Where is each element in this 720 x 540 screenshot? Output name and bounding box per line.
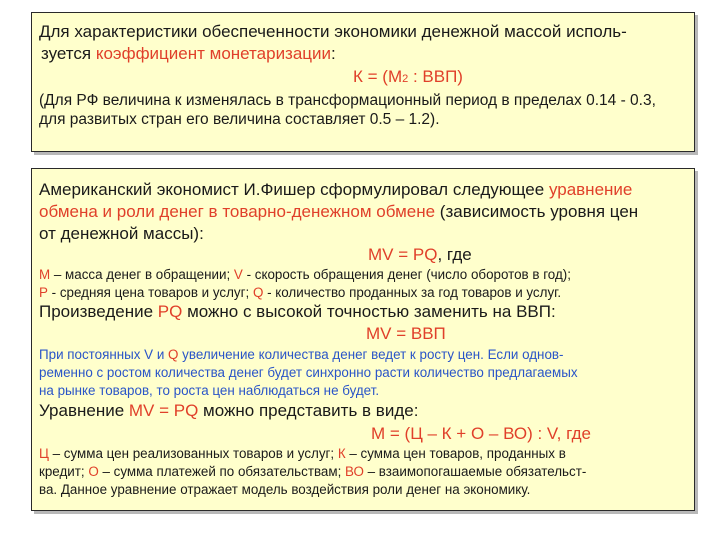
equation-part: РQ (412, 245, 438, 264)
text: – взаимопогашаемые обязательст- (363, 464, 587, 479)
monetization-coefficient-box (31, 12, 695, 152)
text: (Для РФ величина к изменялась в трансформационный период в пределах 0.14 - 0.3, (39, 92, 656, 109)
text: ва. Данное уравнение отражает модель воздействия роли денег на экономику. (39, 482, 531, 497)
text: - средняя цена товаров и услуг; (47, 285, 253, 300)
money-supply-equation (371, 425, 591, 442)
var-k: К (337, 446, 346, 461)
text: можно представить в виде: (198, 401, 419, 420)
box1-note-1 (39, 93, 656, 109)
text: для развитых стран его величина составляет 0.5 – 1.2). (39, 111, 440, 128)
text: можно с высокой точностью заменить на ВВП: (182, 302, 556, 321)
constant-line-2 (39, 366, 578, 379)
replacement-line (39, 303, 556, 320)
var-m: М (39, 267, 51, 282)
var-q: Q (252, 285, 264, 300)
text: При постоянных V и (39, 347, 169, 362)
var-p: Р (39, 285, 48, 300)
monetization-formula (353, 68, 463, 85)
text: - количество проданных за год товаров и услуг. (263, 285, 562, 300)
definition-line-1 (39, 268, 571, 281)
box2-line-2 (39, 203, 638, 220)
text: увеличение количества денег ведет к росту цен. Если однов- (178, 347, 564, 362)
var-o: О (88, 464, 99, 479)
constant-line-1 (39, 348, 563, 361)
text: Для характеристики обеспеченности экономики денежной массой исполь- (39, 22, 627, 41)
equation-text: МV = ВВП (366, 324, 446, 343)
formula-part: : ВВП) (408, 67, 463, 86)
text: ременно с ростом количества денег будет синхронно расти количество предлагаемых (39, 365, 578, 380)
var-c: Ц (39, 446, 49, 461)
formula-subscript: 2 (402, 73, 409, 85)
formula-part: К = (М (353, 67, 403, 86)
definition-line-2 (39, 286, 561, 299)
equation-text: М = (Ц – К + О – ВО) : V, где (371, 424, 591, 443)
box1-line-1 (39, 23, 627, 40)
term-exchange-equation-cont: обмена и роли денег в товарно-денежном обмене (39, 202, 436, 221)
equation-form-line (39, 402, 418, 419)
var-q: Q (168, 347, 179, 362)
text: зуется (41, 44, 96, 63)
text: Уравнение (39, 401, 129, 420)
text: – масса денег в обращении; (50, 267, 234, 282)
var-vo: ВО (345, 464, 364, 479)
term-monetization-coefficient: коэффициент монетаризации (95, 44, 332, 63)
box1-note-2 (39, 112, 440, 128)
box1-line-2 (41, 45, 336, 62)
fisher-equation (368, 246, 472, 263)
text: (зависимость уровня цен (435, 202, 639, 221)
box2-line-1 (39, 181, 632, 198)
text: – сумма цен товаров, проданных в (345, 446, 566, 461)
var-v: V (233, 267, 243, 282)
components-line-1 (39, 447, 566, 460)
text: : (331, 44, 336, 63)
text: Произведение (39, 302, 158, 321)
box2-line-3 (39, 225, 204, 242)
text: от денежной массы): (39, 224, 204, 243)
var-pq: РQ (173, 401, 199, 420)
term-exchange-equation: уравнение (548, 180, 633, 199)
components-line-3 (39, 483, 530, 496)
components-line-2 (39, 465, 586, 478)
gdp-equation (366, 325, 446, 342)
text: - скорость обращения денег (число оборотов в год); (242, 267, 571, 282)
text: – сумма цен реализованных товаров и услуг; (48, 446, 338, 461)
equation-part: МV = (368, 245, 413, 264)
text: – сумма платежей по обязательствам; (98, 464, 346, 479)
text: , где (437, 245, 472, 264)
var-pq: РQ (157, 302, 183, 321)
text: кредит; (39, 464, 89, 479)
text: Американский экономист И.Фишер сформулировал следующее (39, 180, 549, 199)
fisher-equation-box (31, 168, 695, 511)
equation-part: МV = (128, 401, 174, 420)
constant-line-3 (39, 384, 379, 397)
text: на рынке товаров, то роста цен наблюдаться не будет. (39, 383, 380, 398)
